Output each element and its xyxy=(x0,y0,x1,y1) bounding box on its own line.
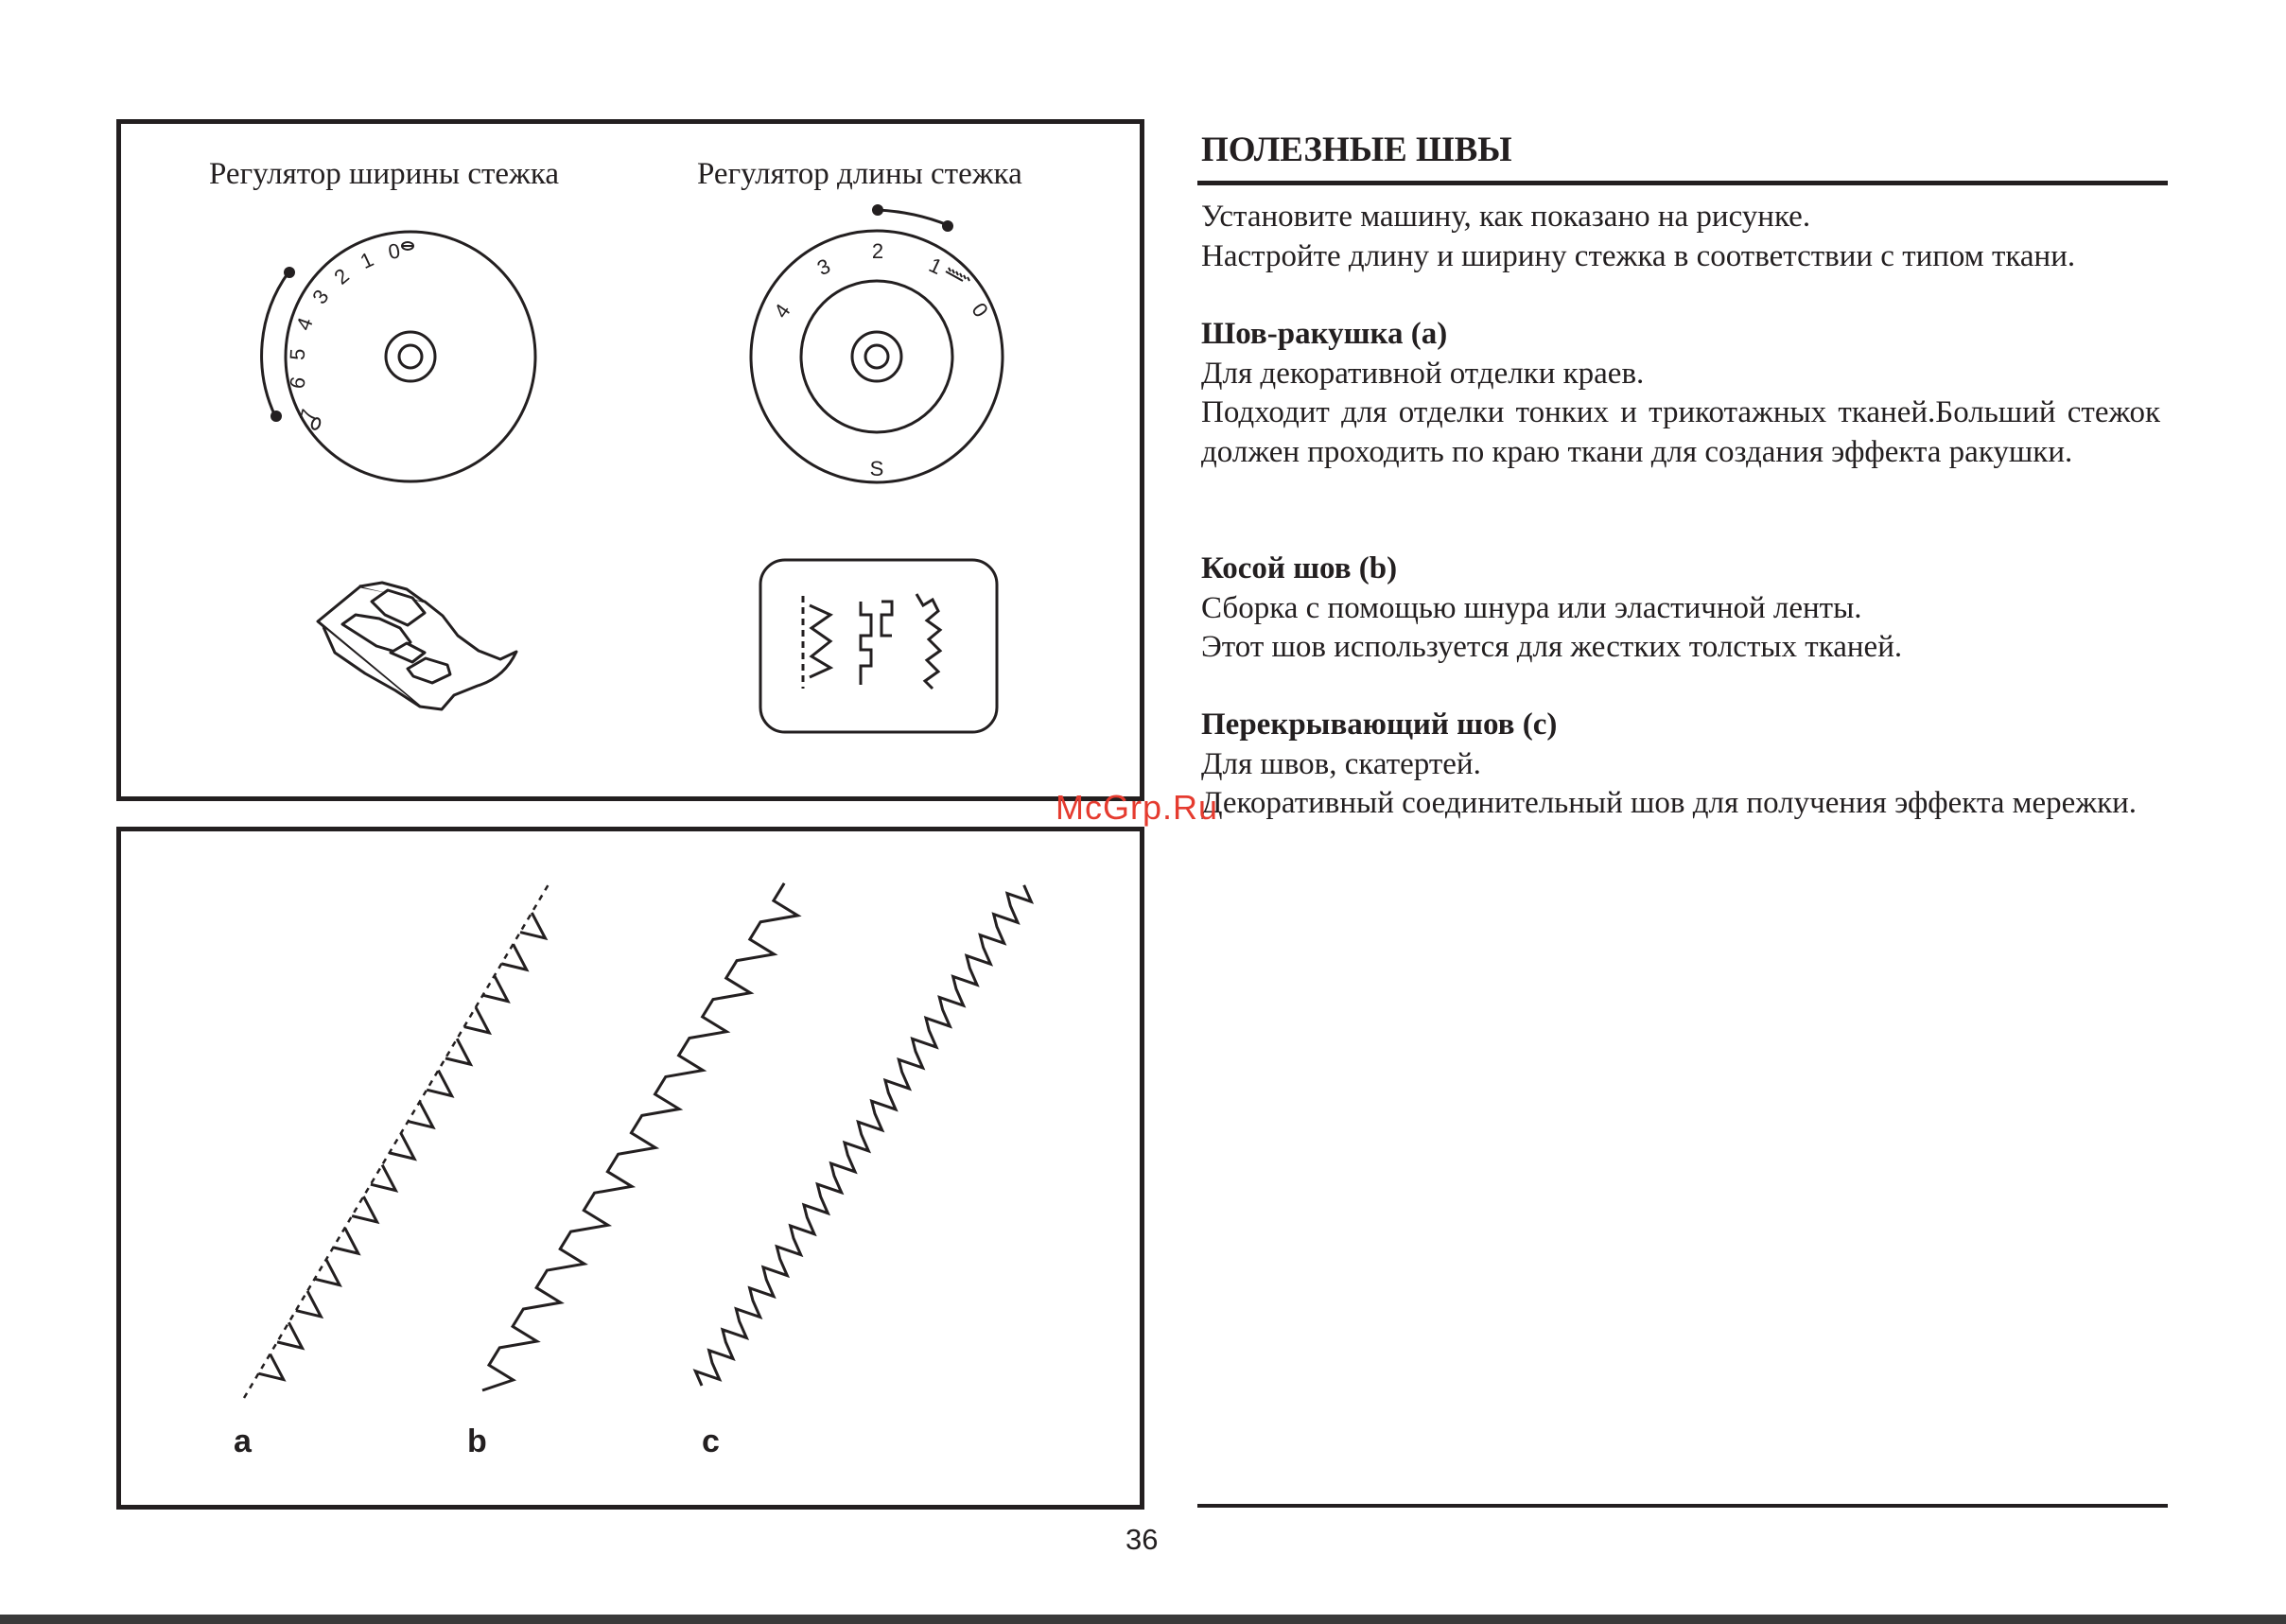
section-line: Этот шов используется для жестких толстых тканей. xyxy=(1201,630,1903,664)
stitch-sample-a xyxy=(258,913,545,1380)
section-heading: Шов-ракушка (a) xyxy=(1201,317,1448,351)
page-number: 36 xyxy=(1126,1523,1159,1556)
section-paragraph: Декоративный соединительный шов для получения эффекта мережки. xyxy=(1201,786,2138,820)
section-overlock-stitch xyxy=(1201,706,2160,824)
section-heading: Косой шов (b) xyxy=(1201,551,1398,585)
stitch-label-b: b xyxy=(467,1423,487,1459)
width-dial-label: Регулятор ширины стежка xyxy=(209,157,560,191)
intro-line: Настройте длину и ширину стежка в соответствии с типом ткани. xyxy=(1201,238,2076,273)
length-dial-number: 4 xyxy=(769,299,795,323)
section-heading: Перекрывающий шов (c) xyxy=(1201,707,1558,742)
section-line: Сборка с помощью шнура или эластичной ленты. xyxy=(1201,590,1862,625)
length-dial-number: 0 xyxy=(967,298,993,322)
section-slant-stitch xyxy=(1201,550,2160,668)
length-dial-number: 1 xyxy=(925,253,947,280)
intro-text xyxy=(1201,198,2160,276)
section-title: ПОЛЕЗНЫЕ ШВЫ xyxy=(1201,131,1512,169)
width-dial-number: 2 xyxy=(329,263,354,289)
stitch-sample-a-baseline xyxy=(244,884,549,1398)
width-dial-number: 5 xyxy=(285,347,310,361)
footer-bar xyxy=(0,1615,2286,1624)
width-dial-number: 6 xyxy=(285,375,310,391)
section-shell-stitch xyxy=(1201,315,2160,472)
length-dial-number: 2 xyxy=(871,239,884,263)
width-dial-number: 0 xyxy=(386,238,402,264)
title-rule xyxy=(1197,181,2168,185)
section-line: Для швов, скатертей. xyxy=(1201,746,1481,781)
length-dial-number: 3 xyxy=(812,253,834,281)
length-dial-letter: S xyxy=(869,457,884,480)
width-dial-number: 4 xyxy=(291,314,318,334)
section-line: Для декоративной отделки краев. xyxy=(1201,356,1645,391)
watermark: McGrp.Ru xyxy=(1056,788,1219,827)
width-dial-number: 7 xyxy=(295,406,322,425)
width-dial-number: 1 xyxy=(356,247,377,274)
section-paragraph: Подходит для отделки тонких и трикотажных тканей.Больший стежок должен проходить по краю ткани для создания эффекта ракушки. xyxy=(1201,395,2160,469)
width-dial-number: 3 xyxy=(307,285,334,308)
intro-line: Установите машину, как показано на рисунке. xyxy=(1201,200,1811,234)
stitch-label-a: a xyxy=(234,1423,252,1459)
bottom-rule xyxy=(1197,1504,2168,1508)
stitch-label-c: c xyxy=(702,1423,720,1459)
length-dial-label: Регулятор длины стежка xyxy=(697,157,1022,191)
